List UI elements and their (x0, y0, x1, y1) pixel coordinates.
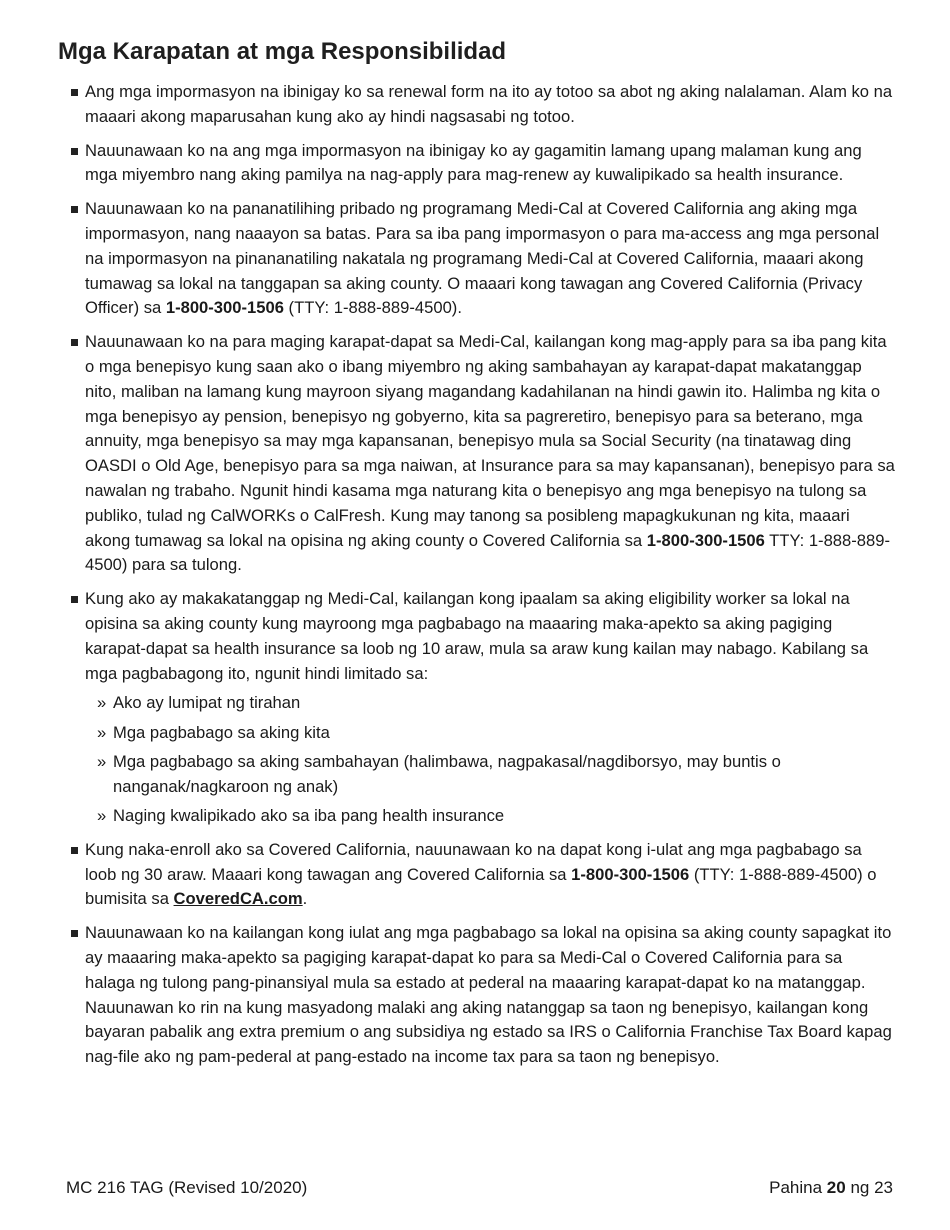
item-text: Nauunawaan ko na kailangan kong iulat ang mga pagbabago sa lokal na opisina sa aking county sapagkat ito ay maaaring maka-apekto sa pagiging karapat-dapat ko para sa Medi-Cal o Covered California para sa halaga ng tulong pang-pinansiyal mula sa estado at pederal na maaaring karapat-dapat ko na matanggap. Nauunawan ko rin na kung masyadong malaki ang aking natanggap sa taon ng benepisyo, kailangan kong bayaran pabalik ang extra premium o ang subsidiya ng estado sa IRS o California Franchise Tax Board kapag nag-file ako ng pam-pederal at pang-estado na income tax para sa taon ng benepisyo. (85, 923, 892, 1067)
section-title: Mga Karapatan at mga Responsibilidad (58, 38, 507, 65)
list-item (58, 330, 896, 578)
page-prefix: Pahina (769, 1178, 827, 1197)
sublist-item: » Ako ay lumipat ng tirahan (85, 691, 896, 716)
page-sep: ng (845, 1178, 875, 1197)
item-text: TTY: 1-888-889-4500) para sa tulong. (85, 530, 890, 575)
list-item (58, 921, 896, 1070)
item-text: (TTY: 1-888-889-4500) o bumisita sa (85, 864, 877, 909)
form-id: MC 216 TAG (Revised 10/2020) (66, 1178, 308, 1197)
phone-number: 1-800-300-1506 (571, 864, 690, 884)
phone-number: 1-800-300-1506 (165, 298, 284, 318)
item-text: Kung naka-enroll ako sa Covered California, nauunawaan ko na dapat kong i-ulat ang mga pagbabago sa loob ng 30 araw. Maaari kong tawagan ang Covered California sa (85, 839, 862, 884)
item-text: Nauunawaan ko na ang mga impormasyon na ibinigay ko ay gagamitin lamang upang malaman kung ang mga miyembro nang aking pamilya na nag-apply para mag-renew ay kuwalipikado sa health insurance. (85, 140, 862, 185)
item-text: (TTY: 1-888-889-4500). (283, 298, 462, 318)
coveredca-link[interactable]: CoveredCA.com (173, 889, 303, 909)
rights-list (58, 80, 896, 1070)
sublist-item: » Naging kwalipikado ako sa iba pang health insurance (85, 804, 896, 829)
list-item (58, 838, 896, 912)
page-number: 20 (826, 1178, 846, 1197)
item-text: Nauunawaan ko na pananatilihing pribado ng programang Medi-Cal at Covered California ang aking mga impormasyon, nang naaayon sa batas. Para sa iba pang impormasyon o para ma-access ang mga personal na impormasyon na pinananatiling nakatala ng programang Medi-Cal at Covered California, maaari akong tumawag sa lokal na tanggapan sa aking county. O maaari kong tawagan ang Covered California (Privacy Officer) sa (85, 199, 880, 318)
list-item (58, 197, 896, 321)
page-indicator (769, 1178, 893, 1198)
document-page (58, 36, 896, 1079)
item-text: Nauunawaan ko na para maging karapat-dapat sa Medi-Cal, kailangan kong mag-apply para sa iba pang kita o mga benepisyo kung saan ako o ibang miyembro ng aking sambahayan ay karapat-dapat makatanggap nito, maliban na lamang kung mayroon siyang magandang kadahilanan na hindi gawin ito. Halimba ng kita o mga benepisyo ay pension, benepisyo ng gobyerno, kita sa pagreretiro, benepisyo para sa beterano, mga annuity, mga benepisyo sa may mga kapansanan, benepisyo mula sa Social Security (na tinatawag ding OASDI o Old Age, benepisyo para sa mga naiwan, at Insurance para sa may kapansanan), benepisyo para sa nawalan ng trabaho. Ngunit hindi kasama mga naturang kita o benepisyo ang mga benepisyo na tulong sa publiko, tulad ng CalWORKs o CalFresh. Kung may tanong sa posibleng mapagkukunan ng kita, maaari akong tumawag sa lokal na opisina ng aking county o Covered California sa (85, 332, 895, 550)
phone-number: 1-800-300-1506 (646, 530, 765, 550)
item-text: Ang mga impormasyon na ibinigay ko sa renewal form na ito ay totoo sa abot ng aking nalalaman. Alam ko na maaari akong maparusahan kung ako ay hindi nagsasabi ng totoo. (85, 82, 893, 126)
sublist-item: » Mga pagbabago sa aking sambahayan (halimbawa, nagpakasal/nagdiborsyo, may buntis o nanganak/nagkaroon ng anak) (85, 750, 896, 800)
item-text: . (302, 889, 308, 909)
item-text: Kung ako ay makakatanggap ng Medi-Cal, kailangan kong ipaalam sa aking eligibility worker sa lokal na opisina sa aking county kung mayroong mga pagbabago na maaaring maka-apekto sa aking pagiging karapat-dapat sa health insurance sa loob ng 10 araw, mula sa araw kung kailan may nabago. Kabilang sa mga pagbabagong ito, ngunit hindi limitado sa: (85, 589, 869, 683)
list-item (58, 587, 896, 829)
page-total: 23 (874, 1178, 893, 1197)
list-item (58, 139, 896, 189)
changes-sublist (85, 691, 896, 828)
list-item (58, 80, 896, 130)
sublist-item: » Mga pagbabago sa aking kita (85, 721, 896, 746)
